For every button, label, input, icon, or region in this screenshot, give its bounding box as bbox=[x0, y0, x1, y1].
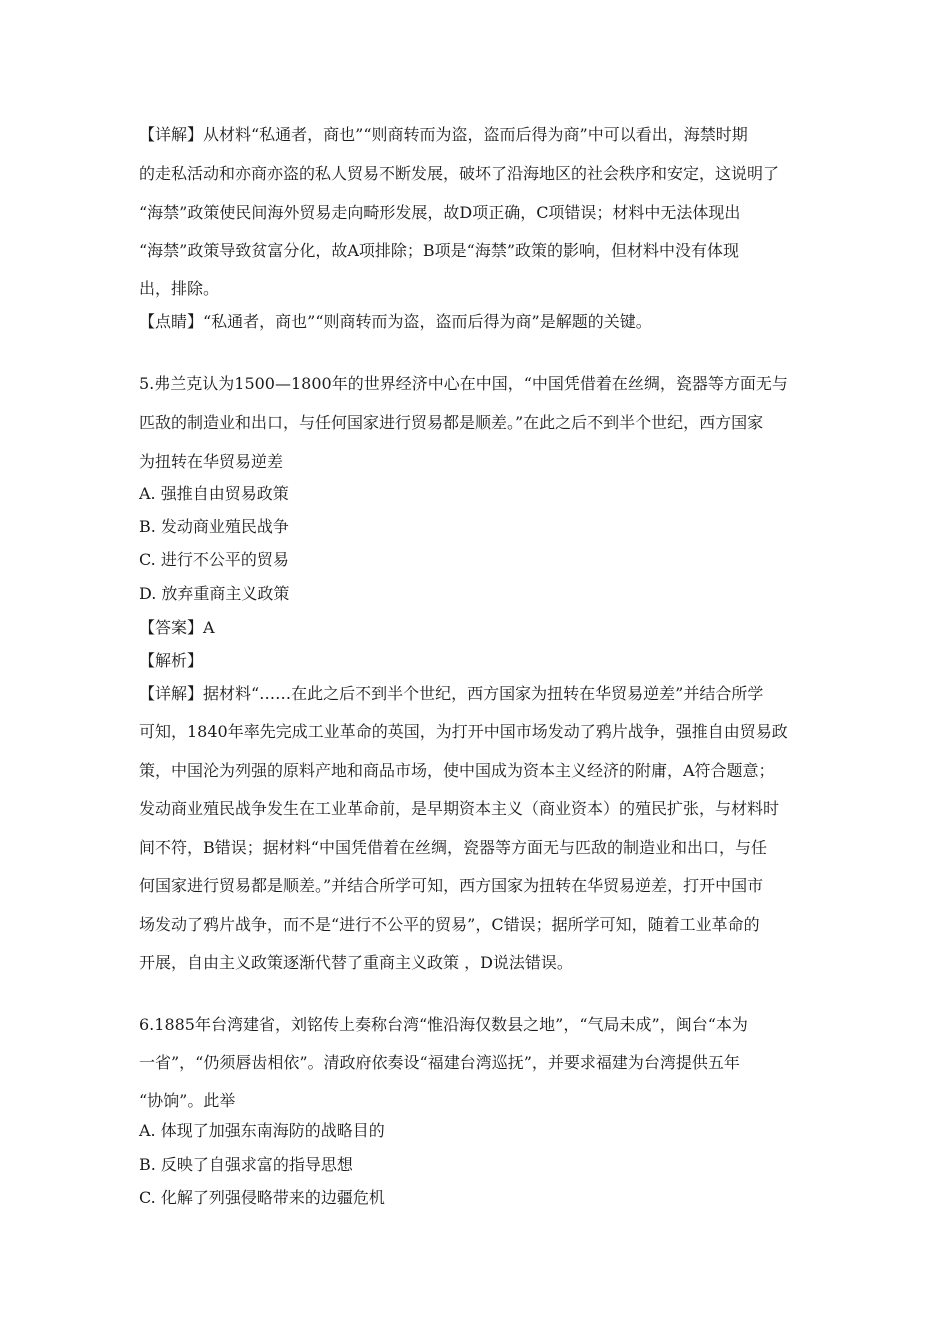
q5-option-d: D. 放弃重商主义政策 bbox=[139, 584, 290, 603]
q4-key-point: 【点睛】“私通者，商也”“则商转而为盗，盗而后得为商”是解题的关键。 bbox=[139, 312, 652, 331]
q5-explanation-line: 开展，自由主义政策逐渐代替了重商主义政策 ，D说法错误。 bbox=[139, 953, 573, 972]
q6-stem-line: “协饷”。此举 bbox=[139, 1091, 236, 1110]
q5-explanation-line: 【详解】据材料“……在此之后不到半个世纪，西方国家为扭转在华贸易逆差”并结合所学 bbox=[139, 684, 764, 703]
q5-option-c: C. 进行不公平的贸易 bbox=[139, 550, 289, 569]
q4-explanation-line: 出，排除。 bbox=[139, 279, 220, 298]
q5-option-b: B. 发动商业殖民战争 bbox=[139, 517, 289, 536]
q5-option-a: A. 强推自由贸易政策 bbox=[139, 484, 289, 503]
q5-explanation-line: 策，中国沦为列强的原料产地和商品市场，使中国成为资本主义经济的附庸，A符合题意； bbox=[139, 761, 775, 780]
q5-analysis-label: 【解析】 bbox=[139, 651, 204, 670]
q5-stem-line: 匹敌的制造业和出口，与任何国家进行贸易都是顺差。”在此之后不到半个世纪，西方国家 bbox=[139, 413, 764, 432]
q6-option-a: A. 体现了加强东南海防的战略目的 bbox=[139, 1121, 385, 1140]
q6-option-b: B. 反映了自强求富的指导思想 bbox=[139, 1155, 353, 1174]
q4-explanation-line: 【详解】从材料“私通者，商也”“则商转而为盗，盗而后得为商”中可以看出，海禁时期 bbox=[139, 125, 748, 144]
q4-explanation-line: “海禁”政策使民间海外贸易走向畸形发展，故D项正确，C项错误；材料中无法体现出 bbox=[139, 203, 741, 222]
q6-stem-line: 一省”，“仍须唇齿相依”。清政府依奏设“福建台湾巡抚”，并要求福建为台湾提供五年 bbox=[139, 1053, 740, 1072]
q5-explanation-line: 场发动了鸦片战争，而不是“进行不公平的贸易”，C错误；据所学可知，随着工业革命的 bbox=[139, 915, 760, 934]
q5-explanation-line: 何国家进行贸易都是顺差。”并结合所学可知，西方国家为扭转在华贸易逆差，打开中国市 bbox=[139, 876, 764, 895]
q5-answer: 【答案】A bbox=[139, 618, 215, 637]
q5-stem-line: 5.弗兰克认为1500—1800年的世界经济中心在中国，“中国凭借着在丝绸，瓷器等方面无与 bbox=[139, 374, 788, 393]
q4-explanation-line: “海禁”政策导致贫富分化，故A项排除；B项是“海禁”政策的影响，但材料中没有体现 bbox=[139, 241, 740, 260]
q5-explanation-line: 发动商业殖民战争发生在工业革命前，是早期资本主义（商业资本）的殖民扩张，与材料时 bbox=[139, 799, 780, 818]
q6-stem-line: 6.1885年台湾建省，刘铭传上奏称台湾“惟沿海仅数县之地”，“气局未成”，闽台“本为 bbox=[139, 1015, 748, 1034]
q5-explanation-line: 间不符，B错误；据材料“中国凭借着在丝绸，瓷器等方面无与匹敌的制造业和出口，与任 bbox=[139, 838, 767, 857]
q4-explanation-line: 的走私活动和亦商亦盗的私人贸易不断发展，破坏了沿海地区的社会秩序和安定，这说明了 bbox=[139, 164, 780, 183]
q5-stem-line: 为扭转在华贸易逆差 bbox=[139, 452, 284, 471]
q5-explanation-line: 可知，1840年率先完成工业革命的英国，为打开中国市场发动了鸦片战争，强推自由贸易政 bbox=[139, 722, 788, 741]
q6-option-c: C. 化解了列强侵略带来的边疆危机 bbox=[139, 1188, 385, 1207]
